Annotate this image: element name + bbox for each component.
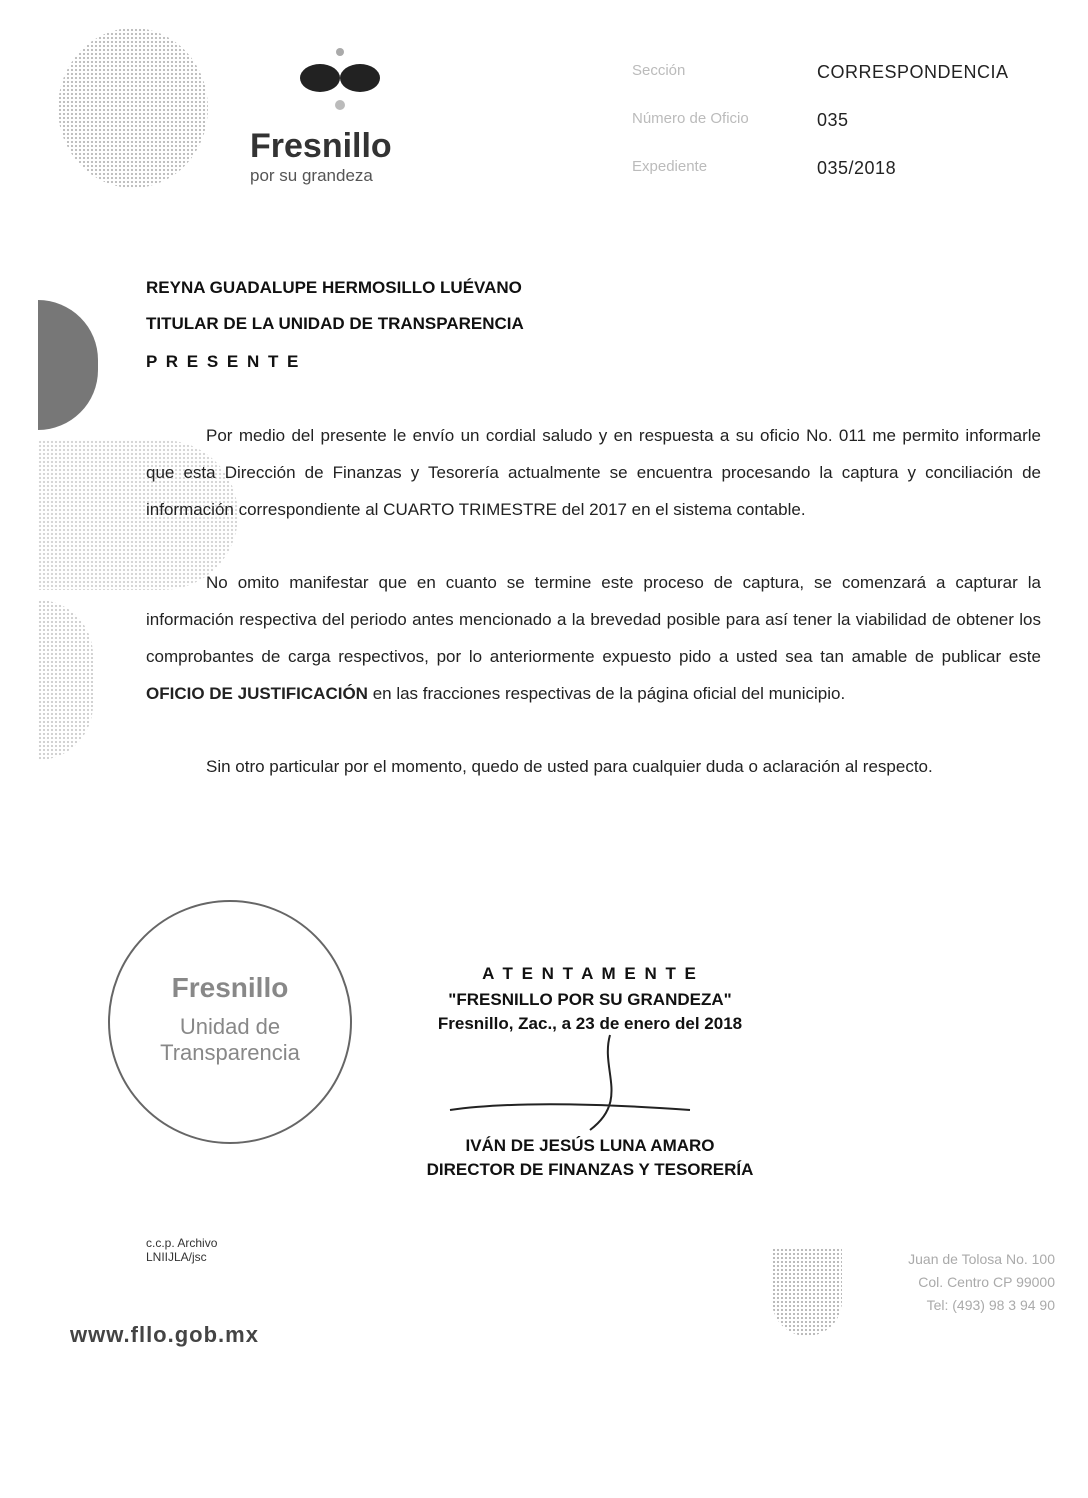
recipient-title: TITULAR DE LA UNIDAD DE TRANSPARENCIA (146, 314, 524, 333)
signer-title: DIRECTOR DE FINANZAS Y TESORERÍA (426, 1160, 754, 1179)
recipient-name: REYNA GUADALUPE HERMOSILLO LUÉVANO (146, 278, 522, 297)
presente: P R E S E N T E (146, 352, 301, 371)
logo-emblem-icon (285, 40, 395, 130)
logo-name: Fresnillo (250, 127, 392, 165)
logo-tagline: por su grandeza (250, 166, 373, 185)
slogan: "FRESNILLO POR SU GRANDEZA" (448, 990, 732, 1009)
address-line: Tel: (493) 98 3 94 90 (926, 1297, 1055, 1313)
letter-body (146, 417, 1041, 821)
meta-value: 035/2018 (817, 158, 897, 178)
stamp-text: Transparencia (160, 1040, 300, 1065)
address-line: Juan de Tolosa No. 100 (908, 1251, 1055, 1267)
address-block (860, 1248, 1055, 1317)
decorative-shape (38, 300, 98, 430)
website: www.fllo.gob.mx (70, 1322, 259, 1347)
cc-line: c.c.p. Archivo (146, 1236, 218, 1250)
paragraph: Por medio del presente le envío un cordial saludo y en respuesta a su oficio No. 011 me permito informarle que esta Dirección de Finanzas y Tesorería actualmente se encuentra procesando la captura y conciliación de información correspondiente al CUARTO TRIMESTRE del 2017 en el sistema contable. (146, 426, 1041, 519)
atentamente: A T E N T A M E N T E (482, 964, 698, 983)
signature-image (440, 1030, 700, 1140)
coat-of-arms-image (772, 1248, 842, 1336)
paragraph-text: No omito manifestar que en cuanto se termine este proceso de captura, se comenzará a capturar la información respectiva del periodo antes mencionado a la brevedad posible para así tener la viabilidad de obtener los comprobantes de carga respectivos, por lo anteriormente expuesto pido a usted sea tan amable de publicar este (146, 573, 1041, 666)
paragraph: Sin otro particular por el momento, quedo de usted para cualquier duda o aclaración al respecto. (206, 757, 933, 776)
meta-label: Sección (632, 62, 686, 79)
stamp-text: Unidad de (179, 1014, 281, 1039)
municipal-seal-image (58, 28, 208, 188)
decorative-shape (38, 600, 93, 760)
transparency-stamp (108, 900, 352, 1144)
address-line: Col. Centro CP 99000 (918, 1274, 1055, 1290)
fresnillo-logo (250, 40, 430, 186)
signer-name: IVÁN DE JESÚS LUNA AMARO (465, 1136, 715, 1155)
cc-line: LNIIJLA/jsc (146, 1250, 207, 1264)
paragraph-text: en las fracciones respectivas de la página oficial del municipio. (367, 684, 846, 703)
meta-label: Número de Oficio (632, 110, 749, 127)
paragraph (146, 564, 1041, 712)
date: Fresnillo, Zac., a 23 de enero del 2018 (437, 1014, 743, 1033)
meta-label: Expediente (632, 158, 708, 175)
meta-value: CORRESPONDENCIA (817, 62, 1009, 82)
meta-value: 035 (817, 110, 849, 130)
cc-block (146, 1236, 217, 1264)
emphasis-text: OFICIO DE JUSTIFICACIÓN (146, 684, 368, 703)
stamp-text: Fresnillo (171, 972, 289, 1003)
document-meta (632, 62, 1009, 206)
